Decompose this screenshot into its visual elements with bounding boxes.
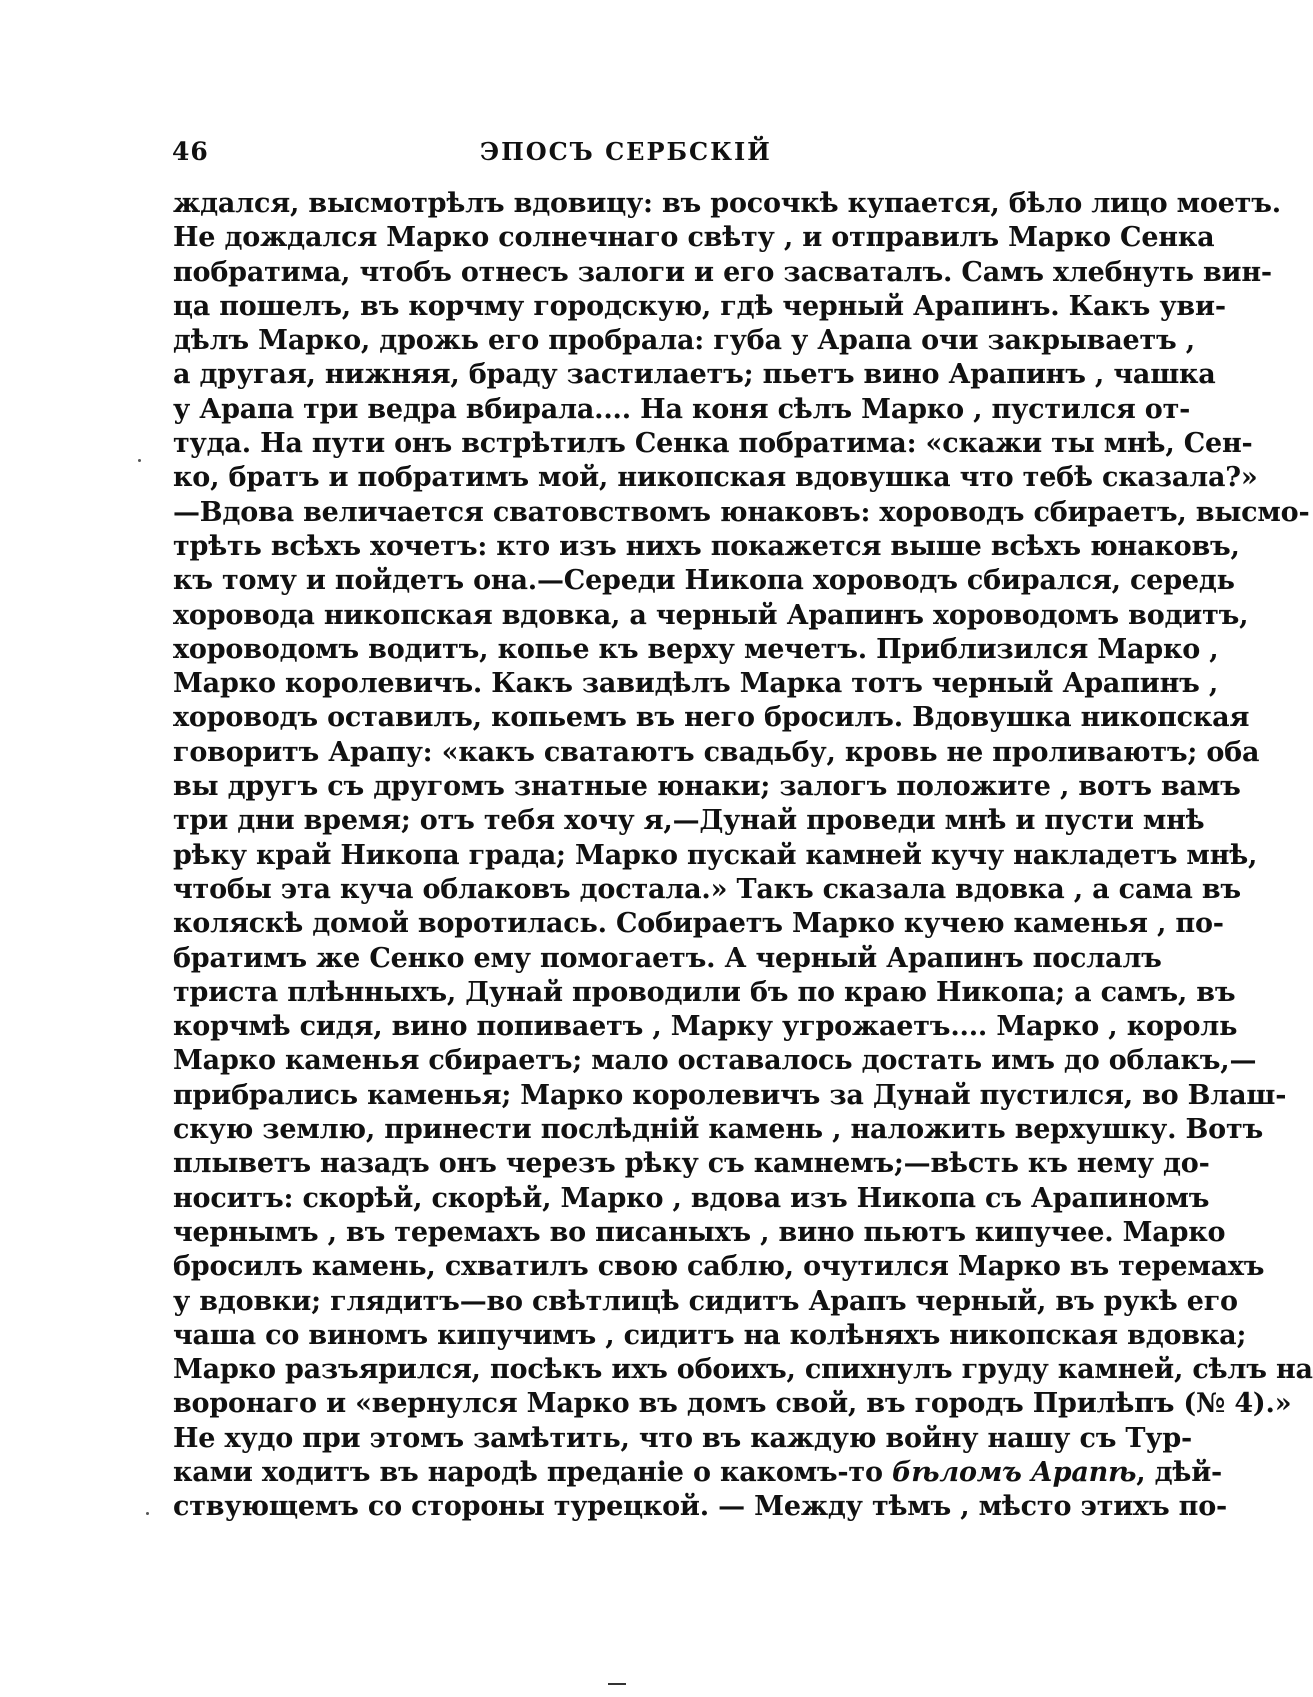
text-line: ко, братъ и побратимъ мой, никопская вдовушка что тебѣ сказала?» [173, 462, 1258, 494]
text-line: прибрались каменья; Марко королевичъ за Дунай пустился, во Влаш- [173, 1079, 1287, 1111]
text-line: коляскѣ домой воротилась. Собираетъ Марко кучею каменья , по- [173, 908, 1224, 940]
text-line: братимъ же Сенко ему помогаетъ. А черный Арапинъ послалъ [173, 942, 1162, 974]
text-line: корчмѣ сидя, вино попиваетъ , Марку угрожаетъ.... Марко , король [173, 1011, 1238, 1043]
text-line: хоровода никопская вдовка, а черный Арапинъ хороводомъ водитъ, [173, 599, 1249, 631]
print-speck [146, 1512, 149, 1515]
text-line: говоритъ Арапу: «какъ сватаютъ свадьбу, кровь не проливаютъ; оба [173, 736, 1260, 768]
text-line: а другая, нижняя, браду застилаетъ; пьетъ вино Арапинъ , чашка [173, 359, 1216, 391]
text-line: у Арапа три ведра вбирала.... На коня сѣлъ Марко , пустился от- [173, 393, 1191, 425]
text-line: —Вдова величается сватовствомъ юнаковъ: хороводъ сбираетъ, высмо- [173, 496, 1310, 528]
running-title: ЭПОСЪ СЕРБСКІЙ [480, 137, 772, 166]
text-line: Марко каменья сбираетъ; мало оставалось достать имъ до облакъ,— [173, 1045, 1257, 1077]
text-line: побратима, чтобъ отнесъ залоги и его засваталъ. Самъ хлебнуть вин- [173, 256, 1272, 288]
text-line: къ тому и пойдетъ она.—Середи Никопа хороводъ сбирался, середь [173, 565, 1235, 597]
body-text [173, 187, 1313, 1525]
text-run: дѣй- [1154, 1456, 1223, 1488]
text-line-with-italic: ками ходитъ въ народѣ преданіе о какомъ-то бѣломъ Арапѣ, дѣй- [173, 1456, 1223, 1488]
text-line: трѣть всѣхъ хочетъ: кто изъ нихъ покажется выше всѣхъ юнаковъ, [173, 530, 1240, 562]
text-line: Не худо при этомъ замѣтить, что въ каждую войну нашу съ Тур- [173, 1422, 1193, 1454]
text-line: чтобы эта куча облаковъ достала.» Такъ сказала вдовка , а сама въ [173, 873, 1241, 905]
text-line: хороводомъ водитъ, копье къ верху мечетъ. Приблизился Марко , [173, 633, 1219, 665]
text-line: бросилъ камень, схватилъ свою саблю, очутился Марко въ теремахъ [173, 1251, 1265, 1283]
bottom-mark [608, 1683, 626, 1685]
text-line: ца пошелъ, въ корчму городскую, гдѣ черный Арапинъ. Какъ уви- [173, 290, 1226, 322]
text-line: Марко разъярился, посѣкъ ихъ обоихъ, спихнулъ груду камней, сѣлъ на [173, 1354, 1313, 1386]
print-speck [138, 459, 141, 462]
text-line: скую землю, принести послѣдній камень , наложить верхушку. Вотъ [173, 1114, 1263, 1146]
text-line: ствующемъ со стороны турецкой. — Между тѣмъ , мѣсто этихъ по- [173, 1491, 1228, 1523]
text-line: рѣку край Никопа града; Марко пускай камней кучу накладетъ мнѣ, [173, 839, 1258, 871]
text-line: триста плѣнныхъ, Дунай проводили бъ по краю Никопа; а самъ, въ [173, 976, 1236, 1008]
page-number: 46 [172, 137, 209, 166]
text-line: воронаго и «вернулся Марко въ домъ свой, въ городъ Прилѣпъ (№ 4).» [173, 1388, 1292, 1420]
text-line: хороводъ оставилъ, копьемъ въ него бросилъ. Вдовушка никопская [173, 702, 1250, 734]
text-line: у вдовки; глядитъ—во свѣтлицѣ сидитъ Арапъ черный, въ рукѣ его [173, 1285, 1238, 1317]
text-line: плыветъ назадъ онъ черезъ рѣку съ камнемъ;—вѣсть къ нему до- [173, 1148, 1210, 1180]
text-run: ками ходитъ въ народѣ преданіе о какомъ-то [173, 1456, 883, 1488]
text-line: носитъ: скорѣй, скорѣй, Марко , вдова изъ Никопа съ Арапиномъ [173, 1182, 1210, 1214]
text-line: вы другъ съ другомъ знатные юнаки; залогъ положите , вотъ вамъ [173, 771, 1241, 803]
text-line: туда. На пути онъ встрѣтилъ Сенка побратима: «скажи ты мнѣ, Сен- [173, 428, 1253, 460]
text-line: ждался, высмотрѣлъ вдовицу: въ росочкѣ купается, бѣло лицо моетъ. [173, 188, 1281, 219]
text-line: чаша со виномъ кипучимъ , сидитъ на колѣняхъ никопская вдовка; [173, 1319, 1247, 1351]
text-line: Не дождался Марко солнечнаго свѣту , и отправилъ Марко Сенка [173, 222, 1215, 254]
italic-phrase: бѣломъ Арапѣ [891, 1456, 1137, 1488]
text-line: чернымъ , въ теремахъ во писаныхъ , вино пьютъ кипучее. Марко [173, 1216, 1226, 1248]
text-line: три дни время; отъ тебя хочу я,—Дунай проведи мнѣ и пусти мнѣ [173, 805, 1205, 837]
text-line: Марко королевичъ. Какъ завидѣлъ Марка тотъ черный Арапинъ , [173, 668, 1219, 700]
text-line: дѣлъ Марко, дрожь его пробрала: губа у Арапа очи закрываетъ , [173, 325, 1195, 357]
